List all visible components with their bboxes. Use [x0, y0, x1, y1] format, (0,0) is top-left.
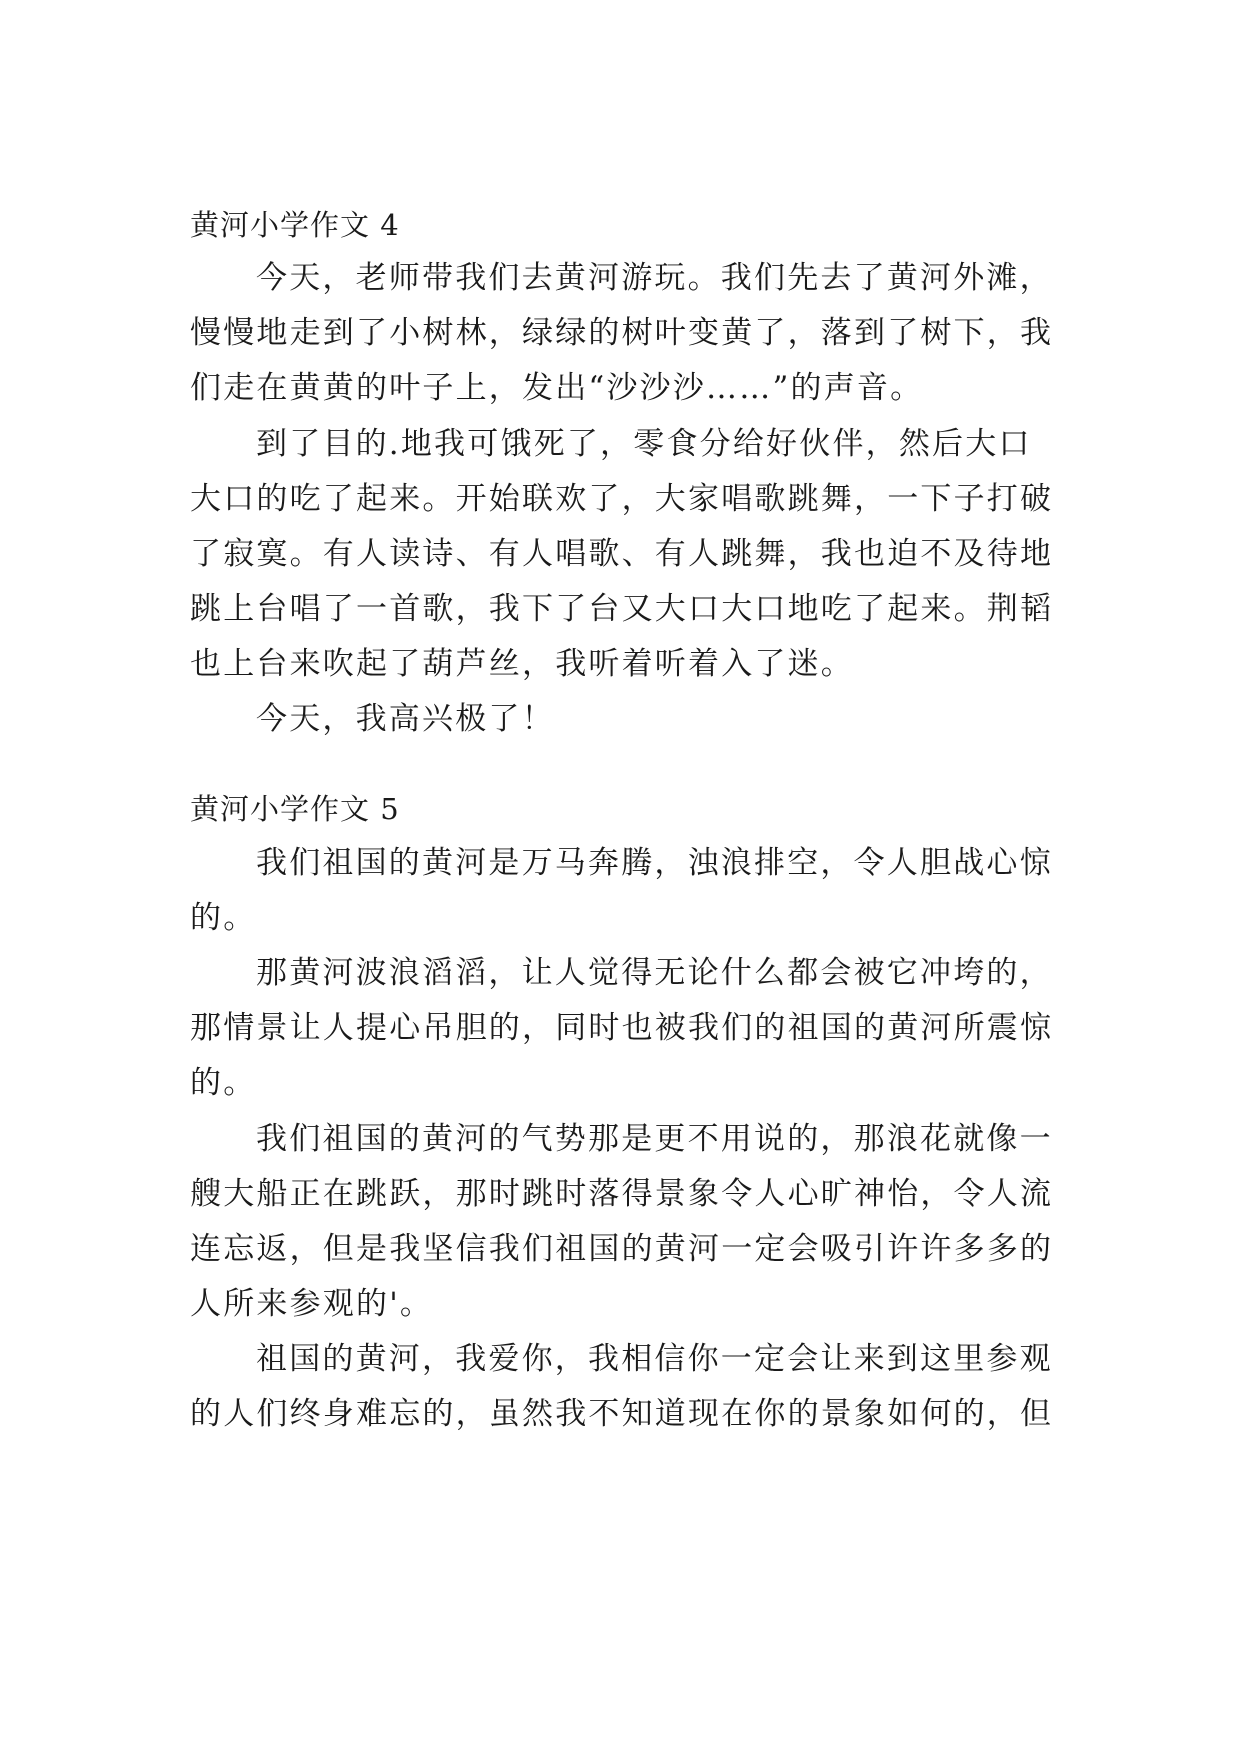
- section-5-line-3: 那黄河波浪滔滔，让人觉得无论什么都会被它冲垮的，: [256, 955, 1053, 991]
- section-4-line-9: 今天，我高兴极了！: [256, 701, 555, 737]
- section-5-line-9: 人所来参观的'。: [190, 1286, 434, 1322]
- section-5-line-1: 我们祖国的黄河是万马奔腾，浊浪排空，令人胆战心惊: [256, 845, 1053, 881]
- section-4-line-5: 大口的吃了起来。开始联欢了，大家唱歌跳舞，一下子打破: [190, 481, 1054, 517]
- section-4-line-7: 跳上台唱了一首歌，我下了台又大口大口地吃了起来。荆韬: [190, 591, 1054, 627]
- section-4-line-2: 慢慢地走到了小树林，绿绿的树叶变黄了，落到了树下，我: [190, 315, 1054, 351]
- section-4-line-3: 们走在黄黄的叶子上，发出“沙沙沙……”的声音。: [190, 370, 924, 406]
- section-5-line-4: 那情景让人提心吊胆的，同时也被我们的祖国的黄河所震惊: [190, 1010, 1054, 1046]
- section-5-line-5: 的。: [190, 1065, 257, 1101]
- section-5-line-6: 我们祖国的黄河的气势那是更不用说的，那浪花就像一: [256, 1121, 1053, 1157]
- section-5-line-10: 祖国的黄河，我爱你，我相信你一定会让来到这里参观: [256, 1341, 1053, 1377]
- section-4-line-1: 今天，老师带我们去黄河游玩。我们先去了黄河外滩，: [256, 260, 1053, 296]
- section-4-title: 黄河小学作文 4: [190, 208, 400, 242]
- section-4-line-6: 了寂寞。有人读诗、有人唱歌、有人跳舞，我也迫不及待地: [190, 536, 1054, 572]
- section-5-line-2: 的。: [190, 900, 257, 936]
- section-4-line-4: 到了目的.地我可饿死了，零食分给好伙伴，然后大口: [256, 426, 1032, 462]
- section-5-line-11: 的人们终身难忘的，虽然我不知道现在你的景象如何的，但: [190, 1396, 1054, 1432]
- section-5-line-8: 连忘返，但是我坚信我们祖国的黄河一定会吸引许许多多的: [190, 1231, 1054, 1267]
- section-4-line-8: 也上台来吹起了葫芦丝，我听着听着入了迷。: [190, 646, 854, 682]
- section-5-line-7: 艘大船正在跳跃，那时跳时落得景象令人心旷神怡，令人流: [190, 1176, 1054, 1212]
- section-5-title: 黄河小学作文 5: [190, 792, 400, 826]
